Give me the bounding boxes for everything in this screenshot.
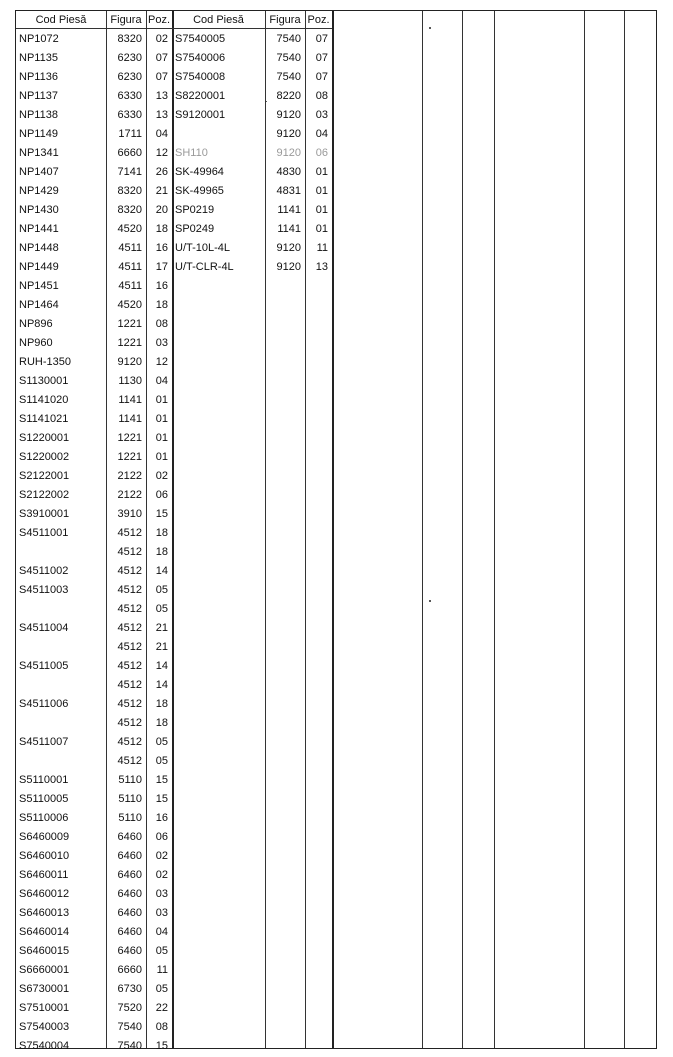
figure-number: 9120 [276,128,301,140]
part-code: S5110005 [19,793,69,805]
part-code: S2122002 [19,489,70,501]
group-divider [494,11,495,1048]
figure-number: 1711 [118,128,142,140]
header-figure: Figura [110,14,142,26]
part-code: S7540006 [175,52,226,64]
part-code: NP1136 [19,71,58,83]
figure-number: 8320 [117,33,142,45]
figure-number: 7540 [117,1021,142,1033]
position-number: 18 [155,527,168,539]
position-number: 04 [155,375,168,387]
position-number: 21 [155,622,168,634]
position-number: 07 [155,71,168,83]
position-number: 06 [155,489,168,501]
figure-number: 5110 [118,812,142,824]
figure-number: 4512 [117,717,142,729]
position-number: 05 [155,983,168,995]
position-number: 16 [155,280,168,292]
position-number: 16 [155,242,168,254]
figure-number: 7141 [117,166,142,178]
position-number: 12 [155,356,168,368]
part-code: S7540008 [175,71,226,83]
group-divider [332,11,334,1048]
figure-number: 8220 [276,90,301,102]
figure-number: 1141 [277,223,301,235]
position-number: 03 [155,907,168,919]
part-code: NP1441 [19,223,59,235]
part-code: S9120001 [175,109,226,121]
column-divider [624,11,625,1048]
part-code: NP1430 [19,204,59,216]
position-number: 02 [155,850,168,862]
position-number: 05 [155,584,168,596]
figure-number: 4830 [276,166,301,178]
figure-number: 1130 [118,375,142,387]
header-position: Poz. [307,14,330,26]
part-code: NP1341 [19,147,59,159]
position-number: 18 [155,717,168,729]
figure-number: 6660 [117,964,142,976]
position-number: 18 [155,299,168,311]
figure-number: 4512 [117,755,142,767]
part-code: NP1138 [19,109,58,121]
position-number: 02 [155,33,168,45]
part-code: RUH-1350 [19,356,71,368]
part-code: S4511002 [19,565,69,577]
figure-number: 7540 [117,1040,142,1052]
part-code: NP1137 [19,90,58,102]
figure-number: 4511 [118,280,142,292]
position-number: 04 [155,128,168,140]
figure-number: 8320 [117,204,142,216]
part-code: NP1451 [19,280,59,292]
part-code: S7540004 [19,1040,70,1052]
part-code: S4511007 [19,736,69,748]
part-code: S7510001 [19,1002,70,1014]
part-code: S6460013 [19,907,70,919]
position-number: 07 [155,52,168,64]
position-number: 02 [155,470,168,482]
part-code: S6460010 [19,850,70,862]
position-number: 01 [155,432,168,444]
position-number: 21 [155,641,168,653]
figure-number: 1221 [117,318,142,330]
figure-number: 1221 [117,451,142,463]
figure-number: 1141 [118,394,142,406]
header-separator [16,28,172,29]
figure-number: 4512 [117,565,142,577]
part-code: NP1429 [19,185,59,197]
part-code: NP1149 [19,128,58,140]
part-code: S1130001 [19,375,69,387]
position-number: 05 [155,736,168,748]
part-code: NP960 [19,337,53,349]
position-number: 15 [155,793,168,805]
scan-speck [266,101,267,102]
part-code: S6460009 [19,831,70,843]
position-number: 01 [155,451,168,463]
figure-number: 4512 [117,641,142,653]
position-number: 05 [155,755,168,767]
part-code: S5110006 [19,812,69,824]
figure-number: 9120 [276,261,301,273]
position-number: 14 [155,679,168,691]
position-number: 17 [155,261,168,273]
position-number: 01 [315,185,328,197]
figure-number: 7520 [117,1002,142,1014]
figure-number: 4512 [117,546,142,558]
figure-number: 1141 [118,413,142,425]
figure-number: 6730 [117,983,142,995]
part-code: S6730001 [19,983,70,995]
figure-number: 4512 [117,679,142,691]
header-separator [172,28,332,29]
figure-number: 6230 [117,71,142,83]
position-number: 01 [315,223,328,235]
position-number: 26 [155,166,168,178]
part-code: S7540003 [19,1021,70,1033]
figure-number: 1141 [277,204,301,216]
figure-number: 6660 [117,147,142,159]
position-number: 01 [315,166,328,178]
figure-number: 6460 [117,869,142,881]
position-number: 04 [315,128,328,140]
position-number: 11 [156,964,168,976]
position-number: 18 [155,546,168,558]
part-code: NP1135 [19,52,58,64]
position-number: 20 [155,204,168,216]
scan-speck [429,27,431,29]
part-code: S6460015 [19,945,70,957]
part-code: S6460011 [19,869,69,881]
part-code: S1220001 [19,432,70,444]
figure-number: 4511 [118,261,142,273]
figure-number: 4520 [117,299,142,311]
part-code: S4511006 [19,698,69,710]
figure-number: 2122 [117,489,142,501]
figure-number: 9120 [276,109,301,121]
scan-speck [429,600,431,602]
figure-number: 8320 [117,185,142,197]
figure-number: 4831 [276,185,301,197]
header-figure: Figura [269,14,301,26]
figure-number: 9120 [117,356,142,368]
figure-number: 6330 [117,90,142,102]
figure-number: 4511 [118,242,142,254]
position-number: 13 [315,261,328,273]
figure-number: 7540 [276,71,301,83]
position-number: 12 [155,147,168,159]
position-number: 05 [155,945,168,957]
position-number: 22 [155,1002,168,1014]
part-code: S4511005 [19,660,69,672]
part-code: S5110001 [19,774,69,786]
figure-number: 5110 [118,774,142,786]
figure-number: 6230 [117,52,142,64]
figure-number: 5110 [118,793,142,805]
figure-number: 4512 [117,660,142,672]
position-number: 07 [315,33,328,45]
part-code: NP896 [19,318,53,330]
position-number: 15 [155,508,168,520]
position-number: 04 [155,926,168,938]
figure-number: 7540 [276,33,301,45]
figure-number: 4512 [117,736,142,748]
part-code: S1141020 [19,394,69,406]
position-number: 01 [315,204,328,216]
figure-number: 6460 [117,831,142,843]
part-code: S6460014 [19,926,70,938]
position-number: 03 [155,888,168,900]
figure-number: 4512 [117,622,142,634]
position-number: 06 [155,831,168,843]
figure-number: 4520 [117,223,142,235]
position-number: 08 [155,1021,168,1033]
figure-number: 9120 [276,242,301,254]
part-code: S8220001 [175,90,226,102]
part-code: S7540005 [175,33,226,45]
part-code: NP1448 [19,242,59,254]
part-code: SP0249 [175,223,215,235]
column-divider [462,11,463,1048]
position-number: 07 [315,71,328,83]
part-code: SK-49965 [175,185,224,197]
part-code: S6660001 [19,964,70,976]
parts-index-table [15,10,657,1052]
figure-number: 6460 [117,850,142,862]
figure-number: 6330 [117,109,142,121]
column-divider [584,11,585,1048]
position-number: 03 [155,337,168,349]
part-code: NP1464 [19,299,59,311]
figure-number: 3910 [117,508,142,520]
position-number: 03 [315,109,328,121]
position-number: 18 [155,223,168,235]
figure-number: 6460 [117,907,142,919]
position-number: 15 [155,774,168,786]
position-number: 14 [155,565,168,577]
position-number: 02 [155,869,168,881]
part-code: SK-49964 [175,166,224,178]
part-code: U/T-10L-4L [175,242,231,254]
position-number: 16 [155,812,168,824]
figure-number: 2122 [117,470,142,482]
position-number: 21 [155,185,168,197]
part-code: NP1407 [19,166,59,178]
header-position: Poz. [147,14,170,26]
part-code: S4511004 [19,622,69,634]
figure-number: 6460 [117,945,142,957]
position-number: 06 [315,147,328,159]
figure-number: 6460 [117,888,142,900]
figure-number: 9120 [276,147,301,159]
position-number: 15 [155,1040,168,1052]
position-number: 08 [155,318,168,330]
position-number: 18 [155,698,168,710]
part-code: S4511001 [19,527,69,539]
position-number: 14 [155,660,168,672]
figure-number: 1221 [117,432,142,444]
part-code: S6460012 [19,888,70,900]
part-code: S1220002 [19,451,70,463]
part-code: SP0219 [175,204,215,216]
part-code: NP1072 [19,33,59,45]
figure-number: 6460 [117,926,142,938]
figure-number: 4512 [117,698,142,710]
position-number: 13 [155,109,168,121]
header-code: Cod Piesă [193,14,244,26]
figure-number: 7540 [276,52,301,64]
part-code: S4511003 [19,584,69,596]
position-number: 01 [155,394,168,406]
position-number: 08 [315,90,328,102]
part-code: NP1449 [19,261,59,273]
part-code: SH110 [175,147,208,159]
position-number: 13 [155,90,168,102]
position-number: 05 [155,603,168,615]
figure-number: 4512 [117,584,142,596]
part-code: S1141021 [19,413,69,425]
position-number: 11 [316,242,328,254]
header-code: Cod Piesă [35,14,87,26]
position-number: 07 [315,52,328,64]
figure-number: 4512 [117,527,142,539]
column-divider [422,11,423,1048]
figure-number: 4512 [117,603,142,615]
part-code: S2122001 [19,470,70,482]
figure-number: 1221 [117,337,142,349]
part-code: S3910001 [19,508,70,520]
part-code: U/T-CLR-4L [175,261,234,273]
position-number: 01 [155,413,168,425]
